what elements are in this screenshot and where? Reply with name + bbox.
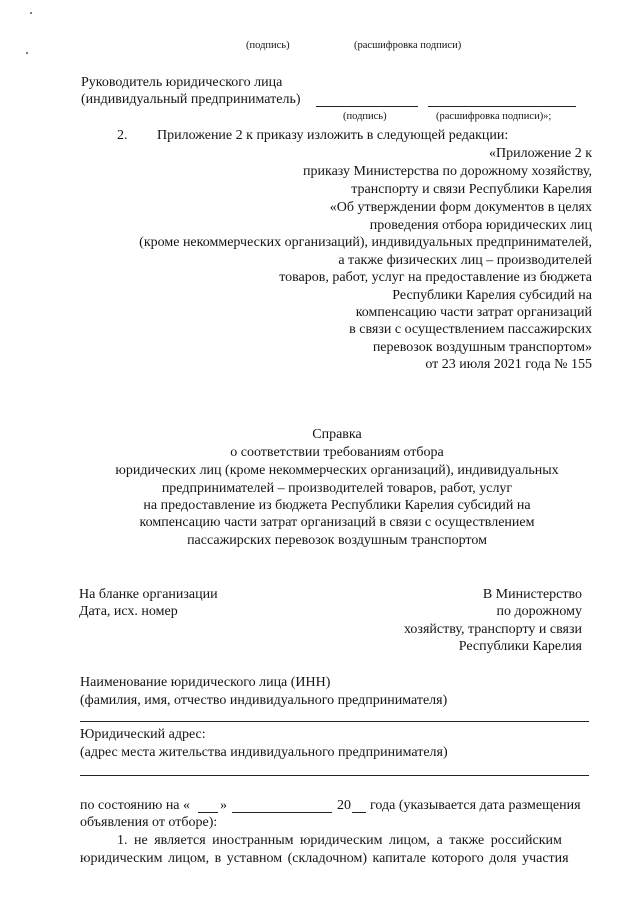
appendix-line: от 23 июля 2021 года № 155 — [425, 357, 592, 372]
clause1-line2: юридическим лицом, в уставном (складочном) капитале которого доля участия — [80, 851, 569, 866]
day-fill-line — [198, 812, 218, 813]
year-prefix: 20 — [337, 798, 351, 813]
spravka-subtitle-line: предпринимателей – производителей товаров, работ, услуг — [161, 481, 513, 496]
addressee-line: хозяйству, транспорту и связи — [403, 622, 582, 637]
as-of-quote-close: » — [220, 798, 227, 813]
addressee-line: Республики Карелия — [458, 639, 582, 654]
head-signature-caption: (подпись) — [343, 111, 387, 122]
appendix-line: а также физических лиц – производителей — [338, 253, 592, 268]
entrepreneur-name-label: (фамилия, имя, отчество индивидуального предпринимателя) — [80, 693, 448, 708]
head-title-line2: (индивидуальный предприниматель) — [81, 92, 301, 107]
legal-address-label: Юридический адрес: — [80, 727, 206, 742]
appendix-line: транспорту и связи Республики Карелия — [351, 182, 592, 197]
appendix-line: перевозок воздушным транспортом» — [372, 340, 592, 355]
scan-speck — [30, 12, 32, 14]
month-fill-line — [232, 812, 332, 813]
name-fill-line — [80, 721, 589, 722]
as-of-line2: объявления от отборе): — [80, 815, 218, 830]
date-ref-note: Дата, исх. номер — [79, 604, 178, 619]
scan-speck — [26, 52, 28, 54]
spravka-subtitle-line: компенсацию части затрат организаций в связи с осуществлением — [139, 515, 535, 530]
address-fill-line — [80, 775, 589, 776]
top-decoding-caption: (расшифровка подписи) — [354, 40, 462, 51]
appendix-line: «Приложение 2 к — [489, 146, 592, 161]
letterhead-note: На бланке организации — [79, 587, 218, 602]
as-of-suffix: года (указывается дата размещения — [370, 798, 581, 813]
legal-entity-name-label: Наименование юридического лица (ИНН) — [80, 675, 331, 690]
appendix-line: товаров, работ, услуг на предоставление из бюджета — [279, 270, 592, 285]
head-decoding-line — [428, 106, 576, 107]
head-decoding-caption: (расшифровка подписи)»; — [436, 111, 552, 122]
spravka-subtitle-line: пассажирских перевозок воздушным транспортом — [187, 533, 487, 548]
head-signature-line — [316, 106, 418, 107]
appendix-line: (кроме некоммерческих организаций), индивидуальных предпринимателей, — [139, 235, 592, 250]
appendix-line: приказу Министерства по дорожному хозяйству, — [303, 164, 592, 179]
item2-number: 2. — [117, 128, 128, 143]
appendix-line: компенсацию части затрат организаций — [355, 305, 592, 320]
head-title-line1: Руководитель юридического лица — [81, 75, 283, 90]
top-signature-caption: (подпись) — [246, 40, 290, 51]
residence-address-label: (адрес места жительства индивидуального предпринимателя) — [80, 745, 448, 760]
appendix-line: «Об утверждении форм документов в целях — [329, 200, 592, 215]
addressee-line: В Министерство — [482, 587, 582, 602]
appendix-line: проведения отбора юридических лиц — [369, 218, 592, 233]
year-fill-line — [352, 812, 366, 813]
spravka-subtitle-line: юридических лиц (кроме некоммерческих организаций), индивидуальных — [115, 463, 559, 478]
addressee-line: по дорожному — [496, 604, 582, 619]
spravka-subtitle-line: о соответствии требованиям отбора — [230, 445, 444, 460]
as-of-prefix: по состоянию на « — [80, 798, 191, 813]
spravka-title: Справка — [312, 427, 362, 442]
spravka-subtitle-line: на предоставление из бюджета Республики Карелия субсидий на — [143, 498, 531, 513]
item2-text: Приложение 2 к приказу изложить в следующей редакции: — [157, 128, 509, 143]
clause1-line1: 1. не является иностранным юридическим лицом, а также российским — [117, 833, 562, 848]
appendix-line: Республики Карелия субсидий на — [392, 288, 592, 303]
appendix-line: в связи с осуществлением пассажирских — [349, 322, 592, 337]
